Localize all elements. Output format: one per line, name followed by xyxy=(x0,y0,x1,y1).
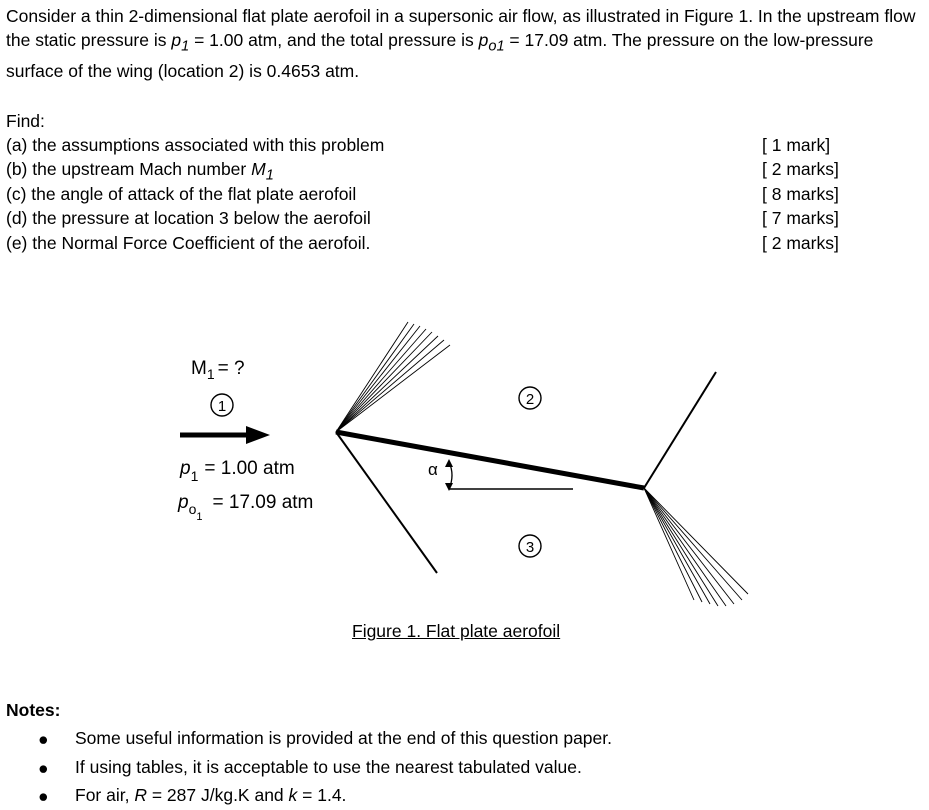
question-a: (a) the assumptions associated with this problem xyxy=(6,135,385,155)
mark-b: [ 2 marks] xyxy=(762,159,839,179)
note-3-mid: = 287 J/kg.K and xyxy=(146,785,289,805)
question-d: (d) the pressure at location 3 below the aerofoil xyxy=(6,208,371,228)
note-3-r: R xyxy=(134,785,147,805)
mark-e: [ 2 marks] xyxy=(762,233,839,253)
m1-label: $M_1$ = ? xyxy=(191,358,245,382)
p1-subscript: 1 xyxy=(181,38,190,55)
leading-edge-shock xyxy=(336,432,437,573)
region-3-label: 3 xyxy=(525,539,535,556)
p1-symbol: p xyxy=(171,30,182,50)
mark-d: [ 7 marks] xyxy=(762,208,839,228)
question-b-sub: 1 xyxy=(265,167,274,184)
region-1-label: 1 xyxy=(217,398,227,415)
intro-text-3: = 17.09 atm. The pressure on the low-pressure surface of the wing (location 2) is 0.4653 atm. xyxy=(6,30,874,81)
trailing-edge-shock xyxy=(644,372,716,488)
p01-figure-label: $p_{o1}= 17.09$ atm xyxy=(178,492,314,523)
note-3-pre: For air, xyxy=(75,785,135,805)
trailing-edge-expansion-fan xyxy=(644,488,748,606)
note-3-k: k xyxy=(288,785,298,805)
aerofoil-figure xyxy=(0,300,929,620)
bullet-icon: ● xyxy=(38,786,49,806)
note-3 xyxy=(75,785,346,806)
note-2: If using tables, it is acceptable to use the nearest tabulated value. xyxy=(75,757,582,777)
note-1: Some useful information is provided at the end of this question paper. xyxy=(75,728,612,748)
alpha-symbol: α xyxy=(428,460,438,479)
mark-c: [ 8 marks] xyxy=(762,184,839,204)
bullet-icon: ● xyxy=(38,758,49,778)
question-e: (e) the Normal Force Coefficient of the aerofoil. xyxy=(6,233,371,253)
flow-arrow-head xyxy=(246,426,270,444)
find-label: Find: xyxy=(6,111,45,131)
mark-a: [ 1 mark] xyxy=(762,135,831,155)
note-3-post: = 1.4. xyxy=(297,785,347,805)
leading-edge-expansion-fan xyxy=(336,322,450,432)
intro-text-1: Consider a thin 2-dimensional flat plate aerofoil in a supersonic air flow, as illustrated in Figure 1. In the upstream flow the static pressure is xyxy=(6,6,916,50)
angle-arrow xyxy=(445,459,453,491)
p1-figure-label: $p_1 = 1.00$ atm xyxy=(180,458,295,484)
flat-plate-aerofoil xyxy=(336,432,644,488)
figure-caption: Figure 1. Flat plate aerofoil xyxy=(352,621,561,641)
question-c: (c) the angle of attack of the flat plate aerofoil xyxy=(6,184,357,204)
question-b-text: (b) the upstream Mach number xyxy=(6,159,252,179)
p01-subscript: o1 xyxy=(488,38,505,55)
problem-statement xyxy=(6,4,926,83)
bullet-icon: ● xyxy=(38,729,49,749)
notes-heading: Notes: xyxy=(6,700,61,720)
question-b-math: M xyxy=(251,159,266,179)
intro-text-2: = 1.00 atm, and the total pressure is xyxy=(189,30,479,50)
region-2-label: 2 xyxy=(525,391,535,408)
p01-symbol: p xyxy=(478,30,489,50)
